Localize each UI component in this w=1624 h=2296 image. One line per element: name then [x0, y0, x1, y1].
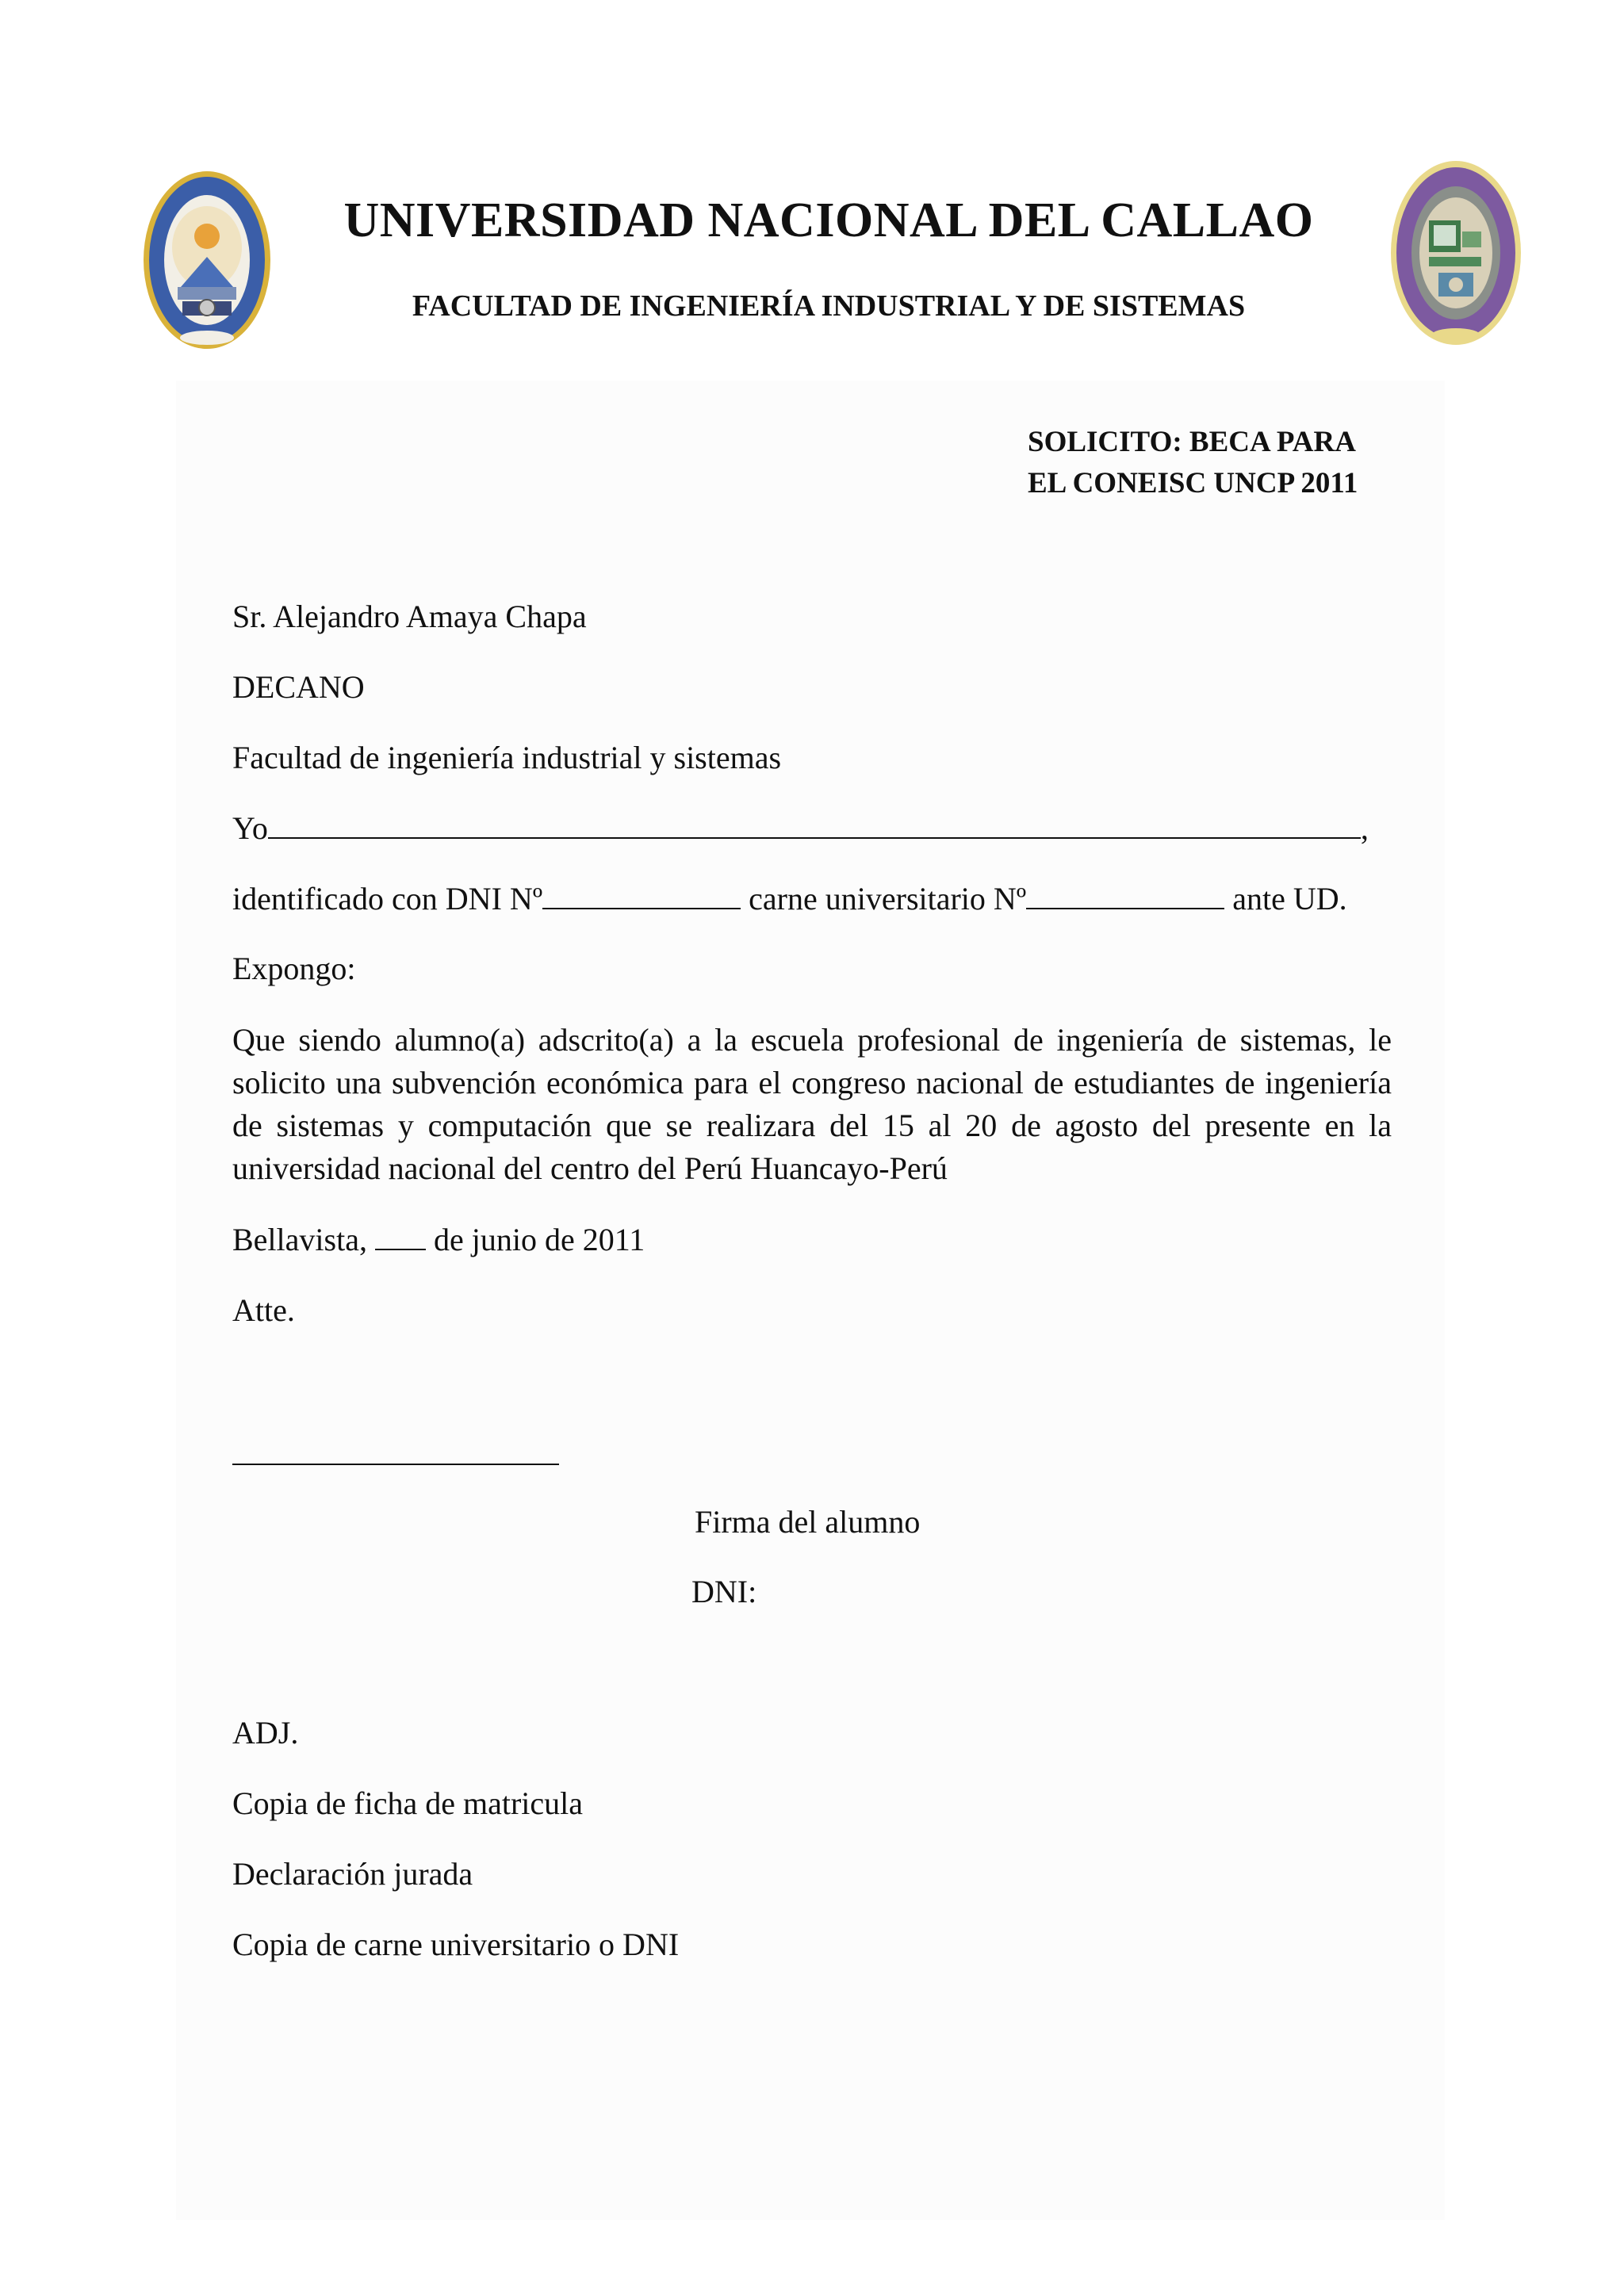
request-paragraph: Que siendo alumno(a) adscrito(a) a la escuela profesional de ingeniería de sistemas, le solicito una subvención económica para el congreso nacional de estudiantes de ingeniería de sistemas y computación que se realizara del 15 al 20 de agosto del presente en la universidad nacional del centro del Perú Huancayo-Perú	[232, 1022, 1392, 1186]
faculty-seal-logo	[1389, 159, 1522, 347]
addressee-faculty: Facultad de ingeniería industrial y sistemas	[232, 740, 782, 775]
name-blank[interactable]	[268, 809, 1361, 839]
attachment-item: Declaración jurada	[232, 1856, 473, 1892]
subject-line-1: SOLICITO: BECA PARA	[1028, 426, 1356, 458]
date-suffix: de junio de 2011	[433, 1222, 645, 1257]
expongo-label: Expongo:	[232, 951, 356, 986]
signature-line[interactable]	[232, 1464, 559, 1465]
attachment-item: Copia de carne universitario o DNI	[232, 1927, 680, 1962]
name-line	[232, 808, 1369, 849]
date-line	[232, 1219, 645, 1261]
addressee-name: Sr. Alejandro Amaya Chapa	[232, 599, 587, 634]
yo-comma: ,	[1360, 810, 1369, 846]
carne-label: carne universitario Nº	[749, 881, 1027, 916]
signature-dni: DNI:	[691, 1574, 757, 1609]
dni-label: identificado con DNI Nº	[232, 881, 543, 916]
yo-label: Yo	[232, 810, 268, 846]
attachment-item: Copia de ficha de matricula	[232, 1785, 584, 1821]
carne-blank[interactable]	[1026, 879, 1224, 909]
attachments-heading: ADJ.	[232, 1715, 299, 1751]
signature-label: Firma del alumno	[695, 1504, 921, 1540]
subject-line-2: EL CONEISC UNCP 2011	[1028, 467, 1358, 499]
dni-line	[232, 878, 1347, 920]
dni-blank[interactable]	[542, 879, 741, 909]
date-prefix: Bellavista,	[232, 1222, 367, 1257]
university-title: UNIVERSIDAD NACIONAL DEL CALLAO	[343, 193, 1314, 247]
closing-text: Atte.	[232, 1292, 295, 1328]
addressee-title: DECANO	[232, 669, 365, 705]
faculty-title: FACULTAD DE INGENIERÍA INDUSTRIAL Y DE SISTEMAS	[412, 289, 1246, 323]
ante-text: ante UD.	[1232, 881, 1347, 916]
day-blank[interactable]	[375, 1220, 426, 1250]
university-seal-logo	[141, 168, 273, 352]
subject-block	[1028, 422, 1377, 504]
